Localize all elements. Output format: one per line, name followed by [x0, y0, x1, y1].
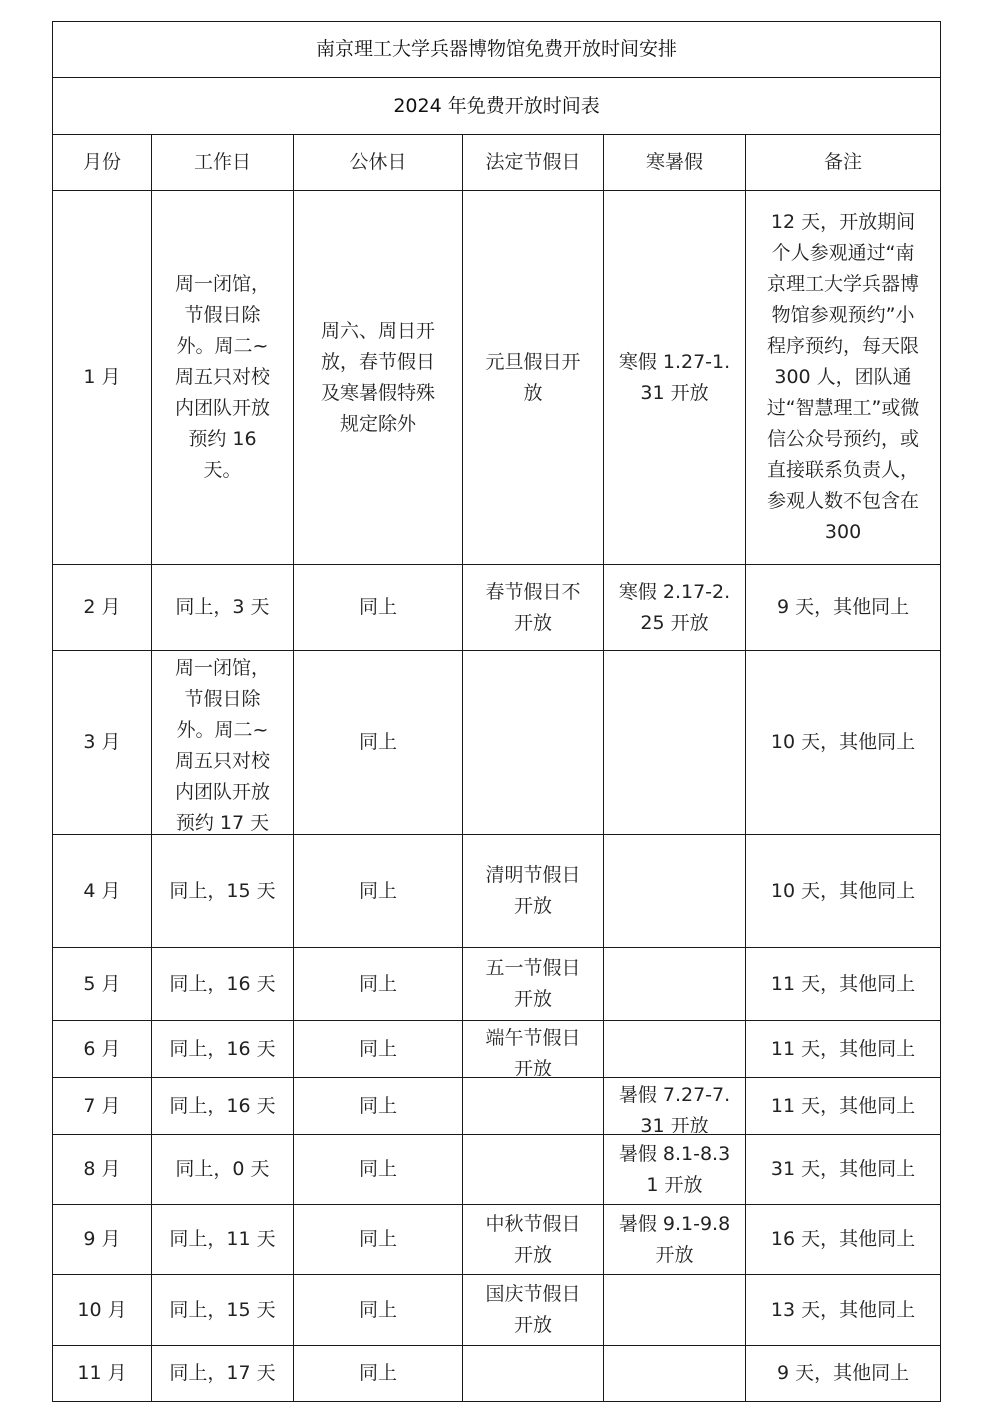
cell-vacation-text: 暑假 9.1-9.8 开放: [618, 1212, 731, 1266]
cell-workday: [152, 565, 294, 651]
cell-month: [53, 1135, 152, 1205]
cell-notes: [746, 1346, 941, 1402]
cell-workday: [152, 1021, 294, 1078]
cell-workday: [152, 651, 294, 835]
cell-vacation: [604, 1346, 746, 1402]
cell-workday: [152, 1346, 294, 1402]
cell-notes-text: 11 天，其他同上: [770, 1037, 916, 1060]
table-body: [53, 22, 941, 1402]
cell-weekend-text: 同上: [358, 731, 397, 753]
cell-holiday-text: 端午节假日开放: [485, 1026, 581, 1076]
cell-weekend-text: 周六、周日开放，春节假日及寒暑假特殊规定除外: [320, 319, 435, 435]
cell-weekend: [294, 1021, 463, 1078]
cell-holiday: [463, 835, 604, 948]
cell-notes: [746, 1078, 941, 1135]
header-workday: 工作日: [152, 135, 294, 191]
cell-holiday: [463, 1078, 604, 1135]
cell-weekend: [294, 1275, 463, 1346]
cell-month: [53, 191, 152, 565]
cell-month-text: 8 月: [83, 1158, 121, 1180]
cell-weekend-text: 同上: [358, 1228, 397, 1250]
cell-workday-text: 同上，16 天: [169, 972, 276, 995]
cell-vacation: [604, 948, 746, 1021]
cell-vacation-text: 寒假 2.17-2.25 开放: [618, 580, 731, 634]
cell-month-text: 1 月: [83, 366, 121, 388]
cell-notes-text: 9 天，其他同上: [776, 1362, 910, 1384]
header-holiday: 法定节假日: [463, 135, 604, 191]
cell-workday-text: 周一闭馆，节假日除外。周二~周五只对校内团队开放预约 16 天。: [174, 273, 270, 481]
cell-notes: [746, 1205, 941, 1275]
cell-month: [53, 835, 152, 948]
cell-weekend: [294, 1205, 463, 1275]
cell-workday: [152, 1205, 294, 1275]
table-row: [53, 1346, 941, 1402]
header-notes: 备注: [746, 135, 941, 191]
header-vacation: 寒暑假: [604, 135, 746, 191]
table-row: [53, 835, 941, 948]
cell-weekend: [294, 1135, 463, 1205]
cell-month: [53, 565, 152, 651]
cell-holiday: [463, 1275, 604, 1346]
header-row: [53, 135, 941, 191]
cell-vacation: [604, 1021, 746, 1078]
title-row: [53, 22, 941, 78]
cell-weekend-text: 同上: [358, 596, 397, 618]
cell-holiday: [463, 651, 604, 835]
table-row: [53, 651, 941, 835]
cell-notes: [746, 651, 941, 835]
cell-holiday: [463, 565, 604, 651]
cell-vacation-text: 暑假 7.27-7.31 开放: [618, 1083, 731, 1133]
cell-holiday-text: 五一节假日开放: [485, 957, 581, 1010]
cell-month: [53, 1078, 152, 1135]
cell-weekend-text: 同上: [358, 972, 397, 995]
cell-weekend-text: 同上: [358, 1037, 397, 1060]
cell-vacation: [604, 191, 746, 565]
cell-notes-text: 10 天，其他同上: [770, 731, 916, 753]
cell-holiday: [463, 1021, 604, 1078]
cell-notes: [746, 565, 941, 651]
cell-notes-text: 9 天，其他同上: [776, 596, 910, 618]
cell-notes-text: 13 天，其他同上: [770, 1298, 916, 1321]
cell-holiday-text: 春节假日不开放: [485, 580, 581, 634]
cell-workday-text: 同上，15 天: [169, 879, 276, 902]
cell-weekend-text: 同上: [358, 1094, 397, 1117]
cell-workday-text: 同上，3 天: [175, 596, 270, 618]
cell-notes-text: 16 天，其他同上: [770, 1228, 916, 1250]
cell-holiday-text: 中秋节假日开放: [485, 1212, 581, 1266]
cell-holiday-text: 国庆节假日开放: [485, 1283, 581, 1336]
table-row: [53, 1205, 941, 1275]
cell-month-text: 4 月: [83, 879, 121, 902]
header-weekend: 公休日: [294, 135, 463, 191]
cell-workday: [152, 835, 294, 948]
cell-workday-text: 同上，16 天: [169, 1037, 276, 1060]
table-row: [53, 948, 941, 1021]
cell-vacation: [604, 651, 746, 835]
cell-notes: [746, 835, 941, 948]
cell-workday-text: 同上，17 天: [169, 1362, 276, 1384]
cell-workday: [152, 1275, 294, 1346]
cell-notes-text: 11 天，其他同上: [770, 972, 916, 995]
cell-month-text: 7 月: [83, 1094, 121, 1117]
table-row: [53, 1135, 941, 1205]
cell-month-text: 9 月: [83, 1228, 121, 1250]
cell-notes-text: 10 天，其他同上: [770, 879, 916, 902]
cell-month: [53, 1275, 152, 1346]
cell-notes: [746, 948, 941, 1021]
table-row: [53, 1078, 941, 1135]
cell-holiday: [463, 191, 604, 565]
cell-holiday: [463, 1205, 604, 1275]
cell-workday-text: 同上，15 天: [169, 1298, 276, 1321]
schedule-table: [52, 21, 941, 1402]
cell-weekend: [294, 835, 463, 948]
cell-weekend-text: 同上: [358, 1362, 397, 1384]
cell-vacation: [604, 565, 746, 651]
cell-notes-text: 11 天，其他同上: [770, 1094, 916, 1117]
cell-holiday: [463, 948, 604, 1021]
cell-workday-text: 周一闭馆，节假日除外。周二~周五只对校内团队开放预约 17 天: [174, 656, 270, 833]
cell-month: [53, 1021, 152, 1078]
cell-weekend: [294, 565, 463, 651]
cell-weekend: [294, 651, 463, 835]
cell-month-text: 10 月: [77, 1298, 127, 1321]
cell-workday: [152, 191, 294, 565]
cell-workday-text: 同上，16 天: [169, 1094, 276, 1117]
cell-month-text: 11 月: [77, 1362, 127, 1384]
cell-holiday: [463, 1346, 604, 1402]
header-month: 月份: [53, 135, 152, 191]
cell-notes-text: 31 天，其他同上: [770, 1158, 916, 1180]
cell-workday: [152, 1135, 294, 1205]
cell-weekend: [294, 1346, 463, 1402]
cell-vacation: [604, 1078, 746, 1135]
cell-notes: [746, 191, 941, 565]
cell-month: [53, 1346, 152, 1402]
cell-workday-text: 同上，11 天: [169, 1228, 276, 1250]
cell-notes: [746, 1135, 941, 1205]
cell-weekend: [294, 191, 463, 565]
cell-weekend-text: 同上: [358, 1158, 397, 1180]
cell-weekend-text: 同上: [358, 879, 397, 902]
cell-weekend: [294, 948, 463, 1021]
subtitle-row: [53, 78, 941, 135]
cell-weekend: [294, 1078, 463, 1135]
table-row: [53, 191, 941, 565]
cell-month: [53, 1205, 152, 1275]
cell-month-text: 5 月: [83, 972, 121, 995]
table-row: [53, 1275, 941, 1346]
cell-month: [53, 651, 152, 835]
cell-weekend-text: 同上: [358, 1298, 397, 1321]
cell-holiday: [463, 1135, 604, 1205]
cell-vacation-text: 寒假 1.27-1.31 开放: [618, 350, 731, 404]
cell-vacation: [604, 1205, 746, 1275]
table-row: [53, 1021, 941, 1078]
cell-workday-text: 同上，0 天: [175, 1158, 270, 1180]
cell-holiday-text: 元旦假日开放: [485, 350, 581, 404]
cell-workday: [152, 1078, 294, 1135]
cell-month-text: 6 月: [83, 1037, 121, 1060]
table-subtitle: 2024 年免费开放时间表: [53, 78, 941, 135]
cell-vacation-text: 暑假 8.1-8.31 开放: [618, 1142, 731, 1196]
cell-notes: [746, 1275, 941, 1346]
table-row: [53, 565, 941, 651]
cell-notes: [746, 1021, 941, 1078]
cell-vacation: [604, 835, 746, 948]
cell-month-text: 2 月: [83, 596, 121, 618]
cell-vacation: [604, 1135, 746, 1205]
cell-month: [53, 948, 152, 1021]
cell-vacation: [604, 1275, 746, 1346]
cell-holiday-text: 清明节假日开放: [485, 864, 581, 917]
cell-month-text: 3 月: [83, 731, 121, 753]
cell-notes-text: 12 天，开放期间个人参观通过“南京理工大学兵器博物馆参观预约”小程序预约，每天限 300 人，团队通过“智慧理工”或微信公众号预约，或直接联系负责人，参观人数不包含在 300: [766, 211, 920, 543]
page-title: 南京理工大学兵器博物馆免费开放时间安排: [53, 22, 941, 78]
cell-workday: [152, 948, 294, 1021]
